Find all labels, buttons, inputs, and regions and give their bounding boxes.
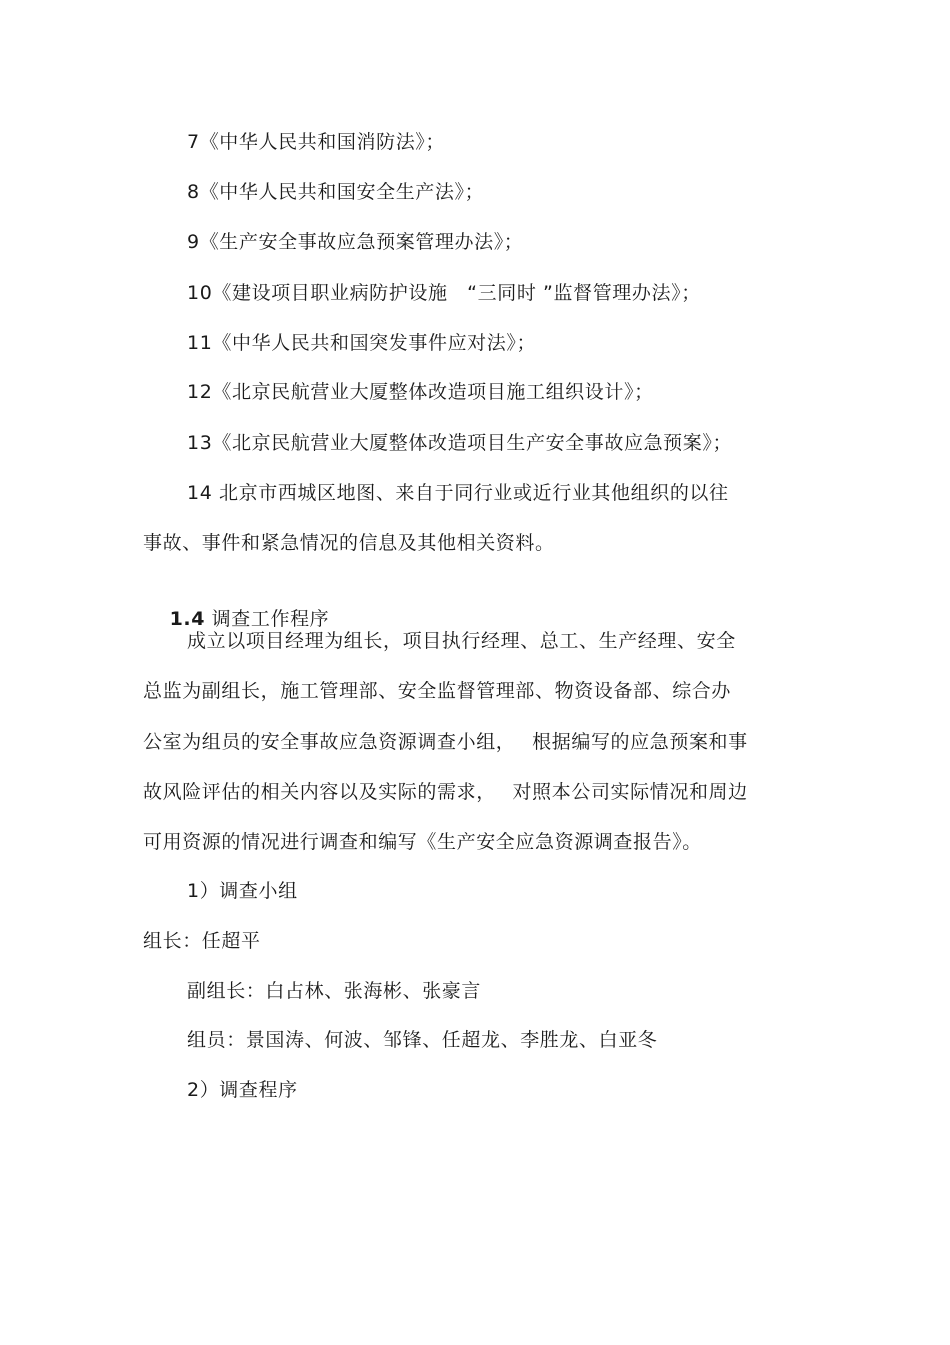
paragraph-line-2: 总监为副组长，施工管理部、安全监督管理部、物资设备部、综合办 (143, 680, 732, 702)
paragraph-line-3: 公室为组员的安全事故应急资源调查小组， 根据编写的应急预案和事 (143, 731, 748, 753)
reference-item-8: 8《中华人民共和国安全生产法》； (187, 181, 485, 203)
reference-item-14-line2: 事故、事件和紧急情况的信息及其他相关资料。 (143, 532, 555, 554)
section-title: 调查工作程序 (205, 608, 330, 630)
team-heading: 1）调查小组 (187, 880, 298, 902)
team-deputy: 副组长：白占林、张海彬、张豪言 (187, 980, 482, 1002)
procedure-heading: 2）调查程序 (187, 1079, 298, 1101)
reference-item-9: 9《生产安全事故应急预案管理办法》； (187, 231, 524, 253)
section-number: 1.4 (169, 608, 206, 630)
team-members: 组员：景国涛、何波、邹锋、任超龙、李胜龙、白亚冬 (187, 1029, 658, 1051)
team-leader: 组长：任超平 (143, 930, 261, 952)
reference-item-14-line1: 14 北京市西城区地图、来自于同行业或近行业其他组织的以往 (187, 482, 729, 504)
reference-item-11: 11《中华人民共和国突发事件应对法》； (187, 332, 537, 354)
reference-item-7: 7《中华人民共和国消防法》； (187, 131, 445, 153)
paragraph-line-1: 成立以项目经理为组长，项目执行经理、总工、生产经理、安全 (187, 630, 736, 652)
paragraph-line-4: 故风险评估的相关内容以及实际的需求， 对照本公司实际情况和周边 (143, 781, 748, 803)
reference-item-13: 13《北京民航营业大厦整体改造项目生产安全事故应急预案》； (187, 432, 733, 454)
reference-item-10: 10《建设项目职业病防护设施 “三同时 ”监督管理办法》； (187, 282, 701, 304)
paragraph-line-5: 可用资源的情况进行调查和编写《生产安全应急资源调查报告》。 (143, 831, 702, 853)
reference-item-12: 12《北京民航营业大厦整体改造项目施工组织设计》； (187, 381, 654, 403)
